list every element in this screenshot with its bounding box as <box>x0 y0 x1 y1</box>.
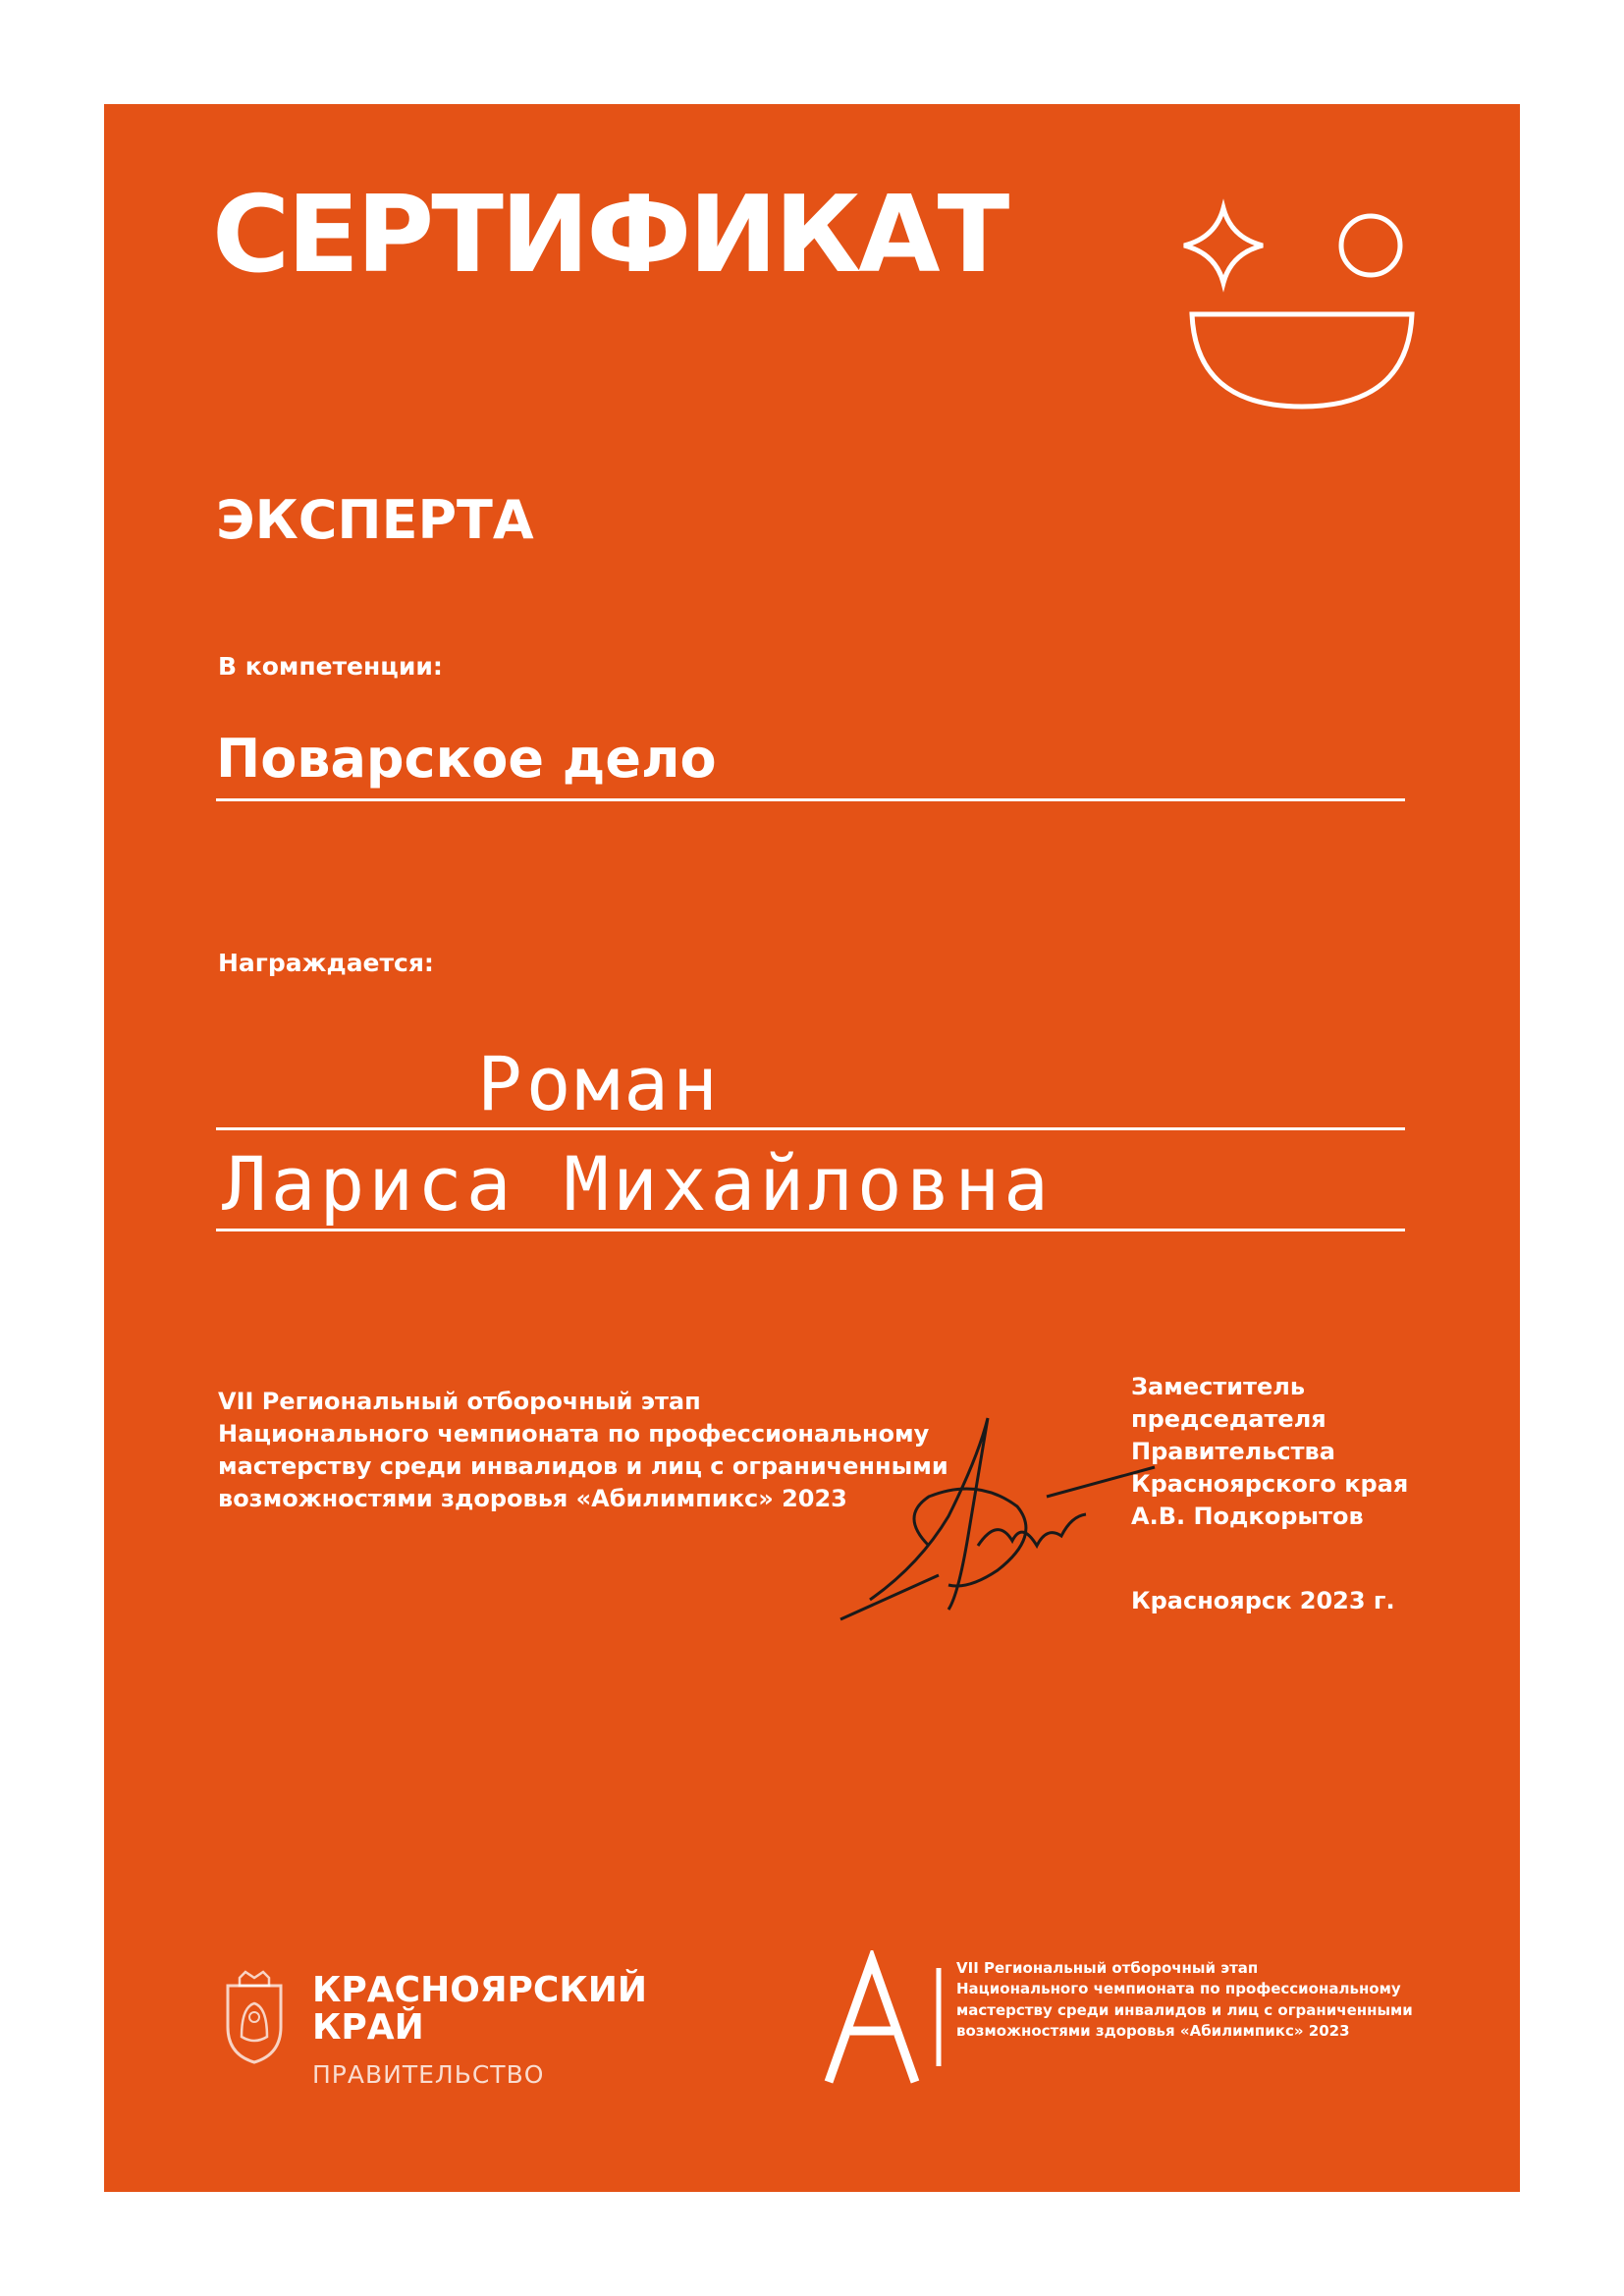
certificate-title: СЕРТИФИКАТ <box>212 174 1007 297</box>
event-line: возможностями здоровья «Абилимпикс» 2023 <box>218 1485 847 1513</box>
abilympics-logo-icon <box>823 1950 950 2088</box>
recipient-name: Лариса Михайловна <box>222 1140 1053 1228</box>
krai-logo-text <box>312 1972 647 2089</box>
signer-line: Красноярского края <box>1131 1470 1409 1499</box>
abilympics-line: возможностями здоровья «Абилимпикс» 2023 <box>956 2021 1350 2040</box>
recipient-surname: Роман <box>477 1040 722 1127</box>
certificate-sheet <box>104 104 1520 2192</box>
event-line: Национального чемпионата по профессиональному <box>218 1420 930 1449</box>
competence-label: В компетенции: <box>218 652 443 681</box>
signer-line: председателя <box>1131 1405 1326 1434</box>
smiley-face-icon <box>1174 198 1430 414</box>
certificate-subtitle: ЭКСПЕРТА <box>216 489 534 551</box>
signer-line: Правительства <box>1131 1438 1335 1466</box>
abilympics-line: Национального чемпионата по профессиональному <box>956 1980 1401 1998</box>
abilympics-caption <box>956 1958 1413 2042</box>
krai-name-line: КРАСНОЯРСКИЙ <box>312 1970 648 2010</box>
krai-government: ПРАВИТЕЛЬСТВО <box>312 2059 545 2089</box>
competence-underline <box>216 798 1405 801</box>
signer-line: Заместитель <box>1131 1373 1306 1400</box>
recipient-underline-2 <box>216 1229 1405 1231</box>
krai-name-line: КРАЙ <box>312 2006 424 2048</box>
signer-line: А.В. Подкорытов <box>1131 1503 1364 1531</box>
coat-of-arms-icon <box>220 1968 289 2066</box>
abilympics-line: мастерству среди инвалидов и лиц с ограниченными <box>956 2000 1413 2019</box>
event-line: VII Региональный отборочный этап <box>218 1388 701 1415</box>
awarded-label: Награждается: <box>218 949 434 977</box>
place-date: Красноярск 2023 г. <box>1131 1587 1395 1614</box>
signer-block <box>1131 1371 1408 1534</box>
event-line: мастерству среди инвалидов и лиц с ограниченными <box>218 1452 948 1481</box>
signature-icon <box>831 1398 1164 1634</box>
competence-value: Поварское дело <box>216 728 717 790</box>
abilympics-line: VII Региональный отборочный этап <box>956 1959 1259 1977</box>
recipient-underline-1 <box>216 1127 1405 1130</box>
